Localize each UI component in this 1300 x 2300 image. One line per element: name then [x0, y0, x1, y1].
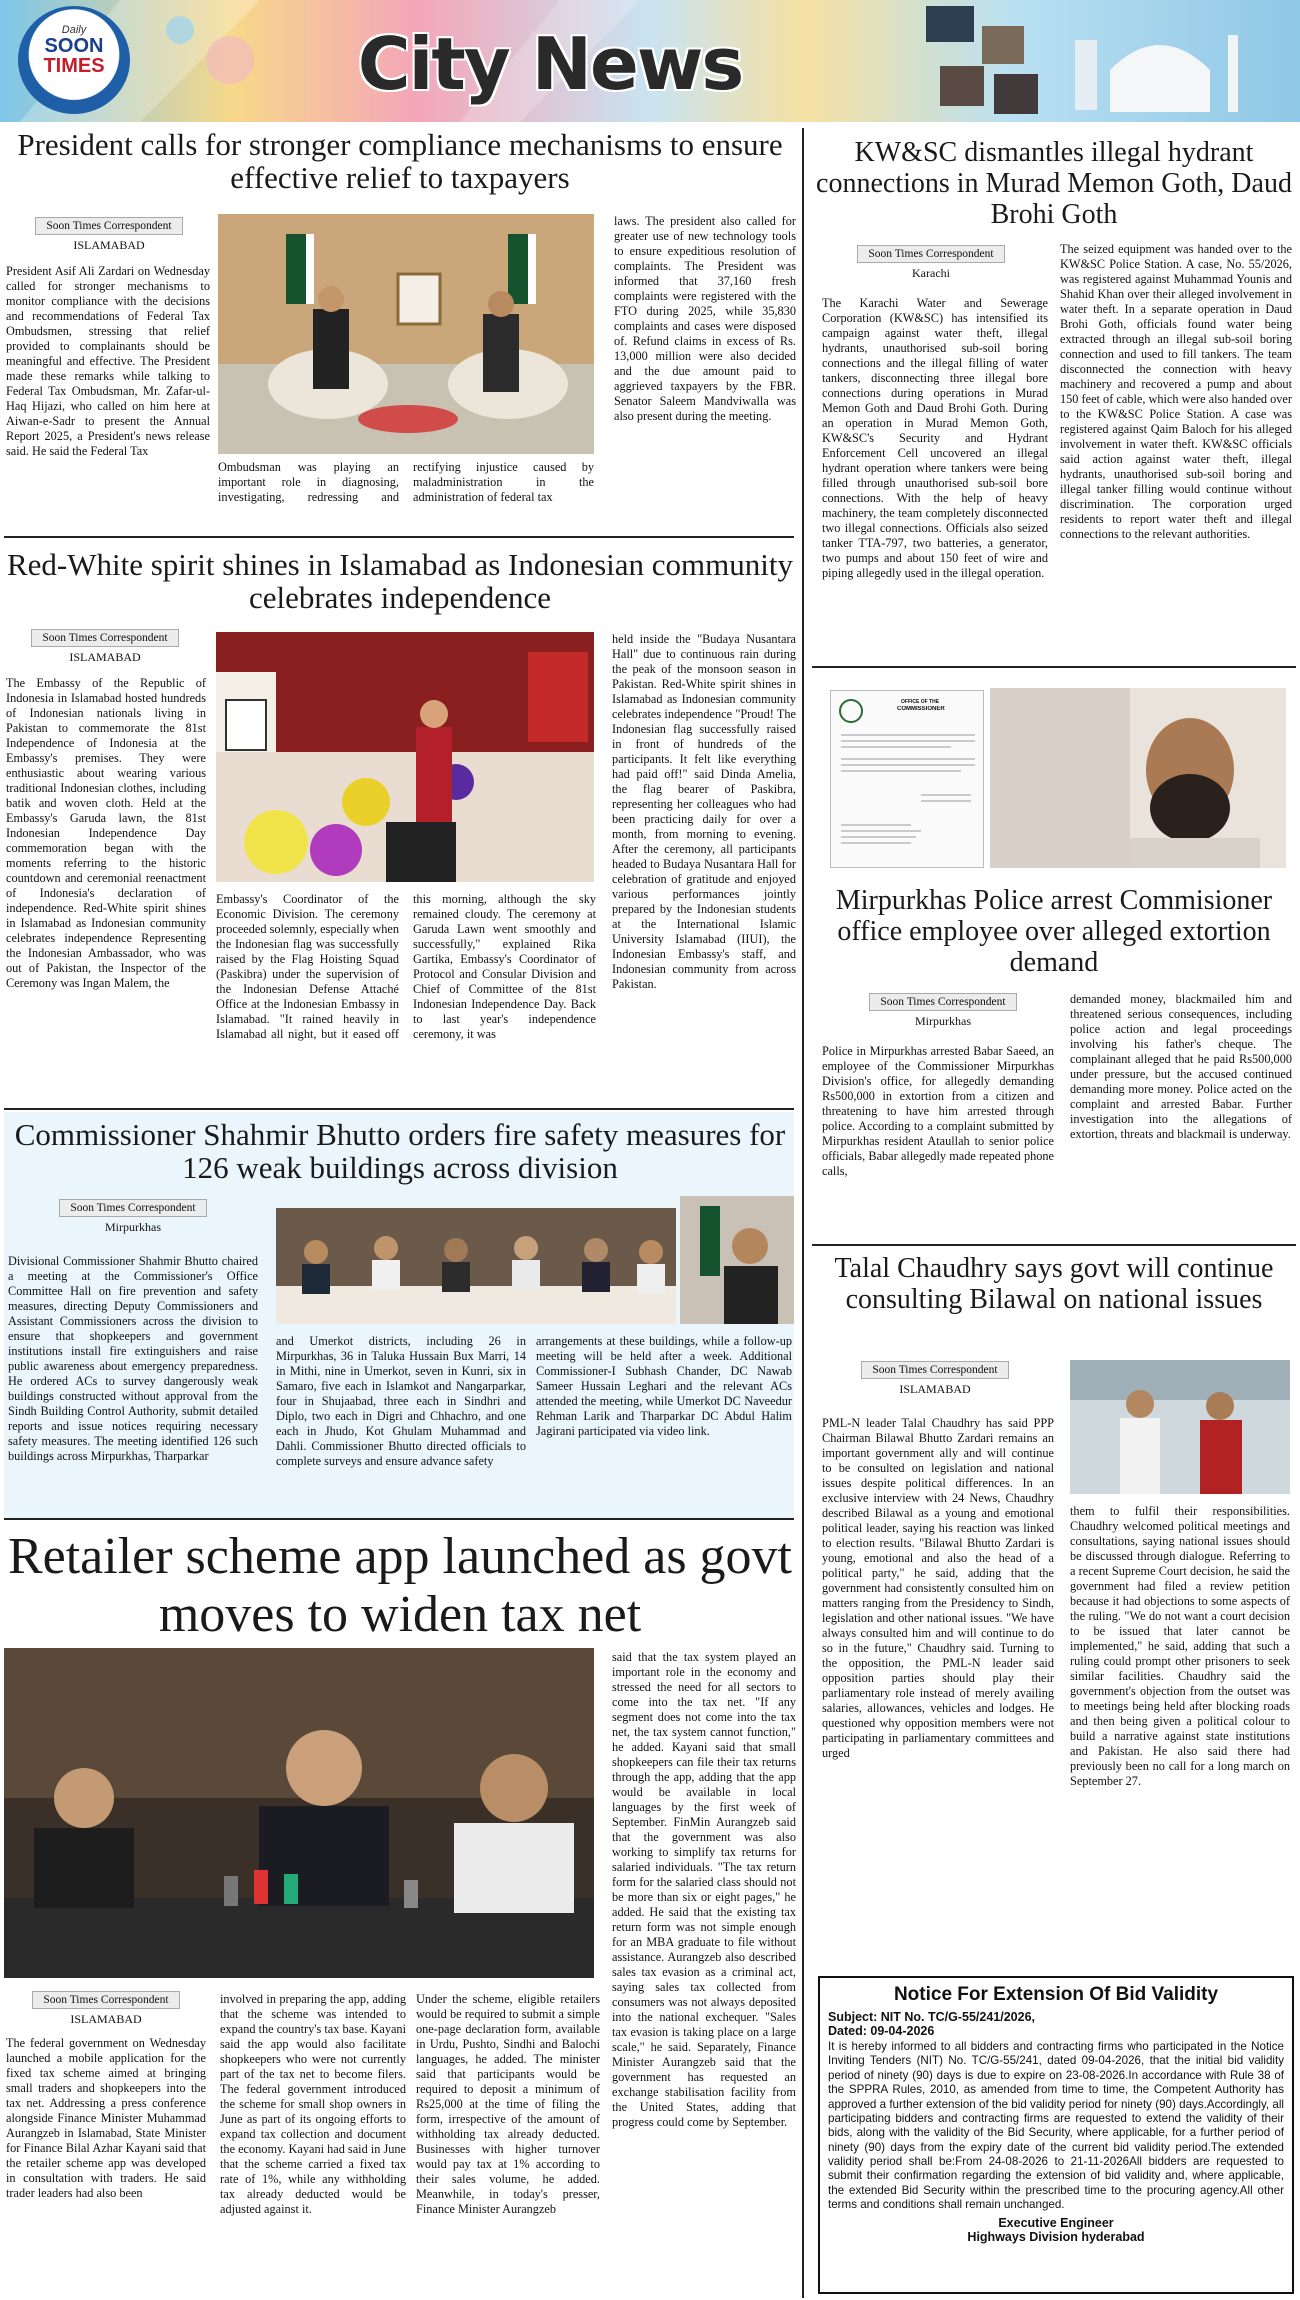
headline-retailer-app: Retailer scheme app launched as govt moves to widen tax net [7, 1528, 793, 1644]
dateline: Mirpurkhas [105, 1220, 161, 1234]
correspondent-label: Soon Times Correspondent [869, 993, 1016, 1011]
divider [812, 666, 1296, 668]
masthead-title: City News [357, 22, 743, 106]
dateline: ISLAMABAD [69, 650, 141, 664]
masthead-banner [0, 0, 1300, 122]
photo-accused-illustration [990, 688, 1286, 868]
logo-times: TIMES [43, 55, 105, 77]
notice-body: It is hereby informed to all bidders and contracting firms who participated in the Notice Inviting Tenders (NIT) No. TC/G-55/241, dated 09-04-2026, that the initial bid validity period of ninety (90) days is due to expire on 23-08-2026.In accordance with Rule 38 of the SPPRA Rules, 2010, as amended from time to time, the Competent Authority has approved a further extension of the bid validity period for ninety (90) days.Accordingly, all participating bidders and contracting firms are requested to extend the validity of their bids, along with the validity of the Bid Security, where applicable, for a further period of ninety (90) days from the expiry date of the current bid validity period.The extended validity period shall be:From 24-08-2026 to 21-11-2026All bidders are requested to submit their confirmation regarding the extension of bid validity and, where applicable, the extended Bid Security within the prescribed time to the procuring agency.All other terms and conditions shall remain unchanged. [828, 2040, 1284, 2212]
correspondent-box [822, 1360, 1048, 1401]
masthead-portraits [920, 4, 1060, 118]
article-body-col3: laws. The president also called for greater use of new technology tools to ensure expeditious resolution of complaints. The President was informed that 37,160 fresh complaints were registered with the FTO during 2025, while 35,830 complaints and cases were disposed of. Refund claims in excess of Rs. 13,000 million were also decided and the due amount paid to aggrieved taxpayers by the FBR. Senator Saleem Mandviwalla was also present during the meeting. [614, 214, 796, 423]
bid-notice [818, 1976, 1294, 2294]
correspondent-label: Soon Times Correspondent [32, 1991, 179, 2009]
dateline: Mirpurkhas [915, 1014, 971, 1028]
photo-accused-portrait [990, 688, 1286, 868]
correspondent-box [6, 628, 204, 669]
article-body-col1: The Karachi Water and Sewerage Corporation (KW&SC) has intensified its campaign against water theft, illegal hydrants, unauthorised sub-soil boring connections and the illegal filling of water tankers, disconnecting three illegal bore connections during operations in Murad Memon Goth and Daud Brohi Goth. During an operation in Murad Memon Goth, KW&SC's Security and Hydrant Enforcement Cell uncovered an illegal hydrant operation where tankers were being filled through unauthorised sub-soil bore connections. With the help of heavy machinery, the team completely disconnected two illegal connections. Officials also seized tanker TTA-797, two batteries, a generator, two pumps and about 150 feet of wire and piping allegedly used in the illegal operation. [822, 296, 1048, 580]
portrait-3 [940, 66, 984, 106]
headline-kwsc: KW&SC dismantles illegal hydrant connections in Murad Memon Goth, Daud Brohi Goth [816, 138, 1292, 230]
article-body-col1: PML-N leader Talal Chaudhry has said PPP Chairman Bilawal Bhutto Zardari remains an important government ally and will continue to be consulted on legislation and national issues despite political differences. In an exclusive interview with 24 News, Chaudhry described Bilawal as a young and emotional political leader, saying his reaction was linked to election results. "Bilawal Bhutto Zardari is young, emotional and also the head of a political party," he said, adding that the government had consistently consulted him on matters ranging from the Presidency to Sindh, legislation and other national issues. "We have always consulted him and will continue to do so in the future," Chaudhry said. Turning to the opposition, the PML-N leader said opposition parties should play their parliamentary role instead of merely availing salaries, allowances, vehicles and lodges. He questioned why opposition members were not participating in parliamentary committees and urged [822, 1416, 1054, 1760]
article-body-col1: The Embassy of the Republic of Indonesia in Islamabad hosted hundreds of Indonesian nationals living in Pakistan to commemorate the 81st Independence of Indonesia at the Embassy's premises. They were enthusiastic about wearing various traditional Indonesian clothes, including batik and woven cloth. Held at the Embassy's Garuda lawn, the 81st Indonesian Independence Day commemoration began with the moments referring to the historic countdown and ceremonial reenactment of Indonesia's declaration of independence. Red-White spirit shines in Islamabad as Indonesian community celebrates independence Representing the Indonesian Ambassador, who was out of Pakistan, the Inspector of the Ceremony was Ingan Malem, the [6, 676, 206, 990]
photo-commissioner-portrait [680, 1196, 794, 1324]
letter-seal [839, 699, 863, 723]
photo-indonesia-illustration [216, 632, 594, 882]
headline-extortion: Mirpurkhas Police arrest Commisioner office employee over alleged extortion demand [835, 886, 1273, 978]
article-body-col3: Under the scheme, eligible retailers would be required to submit a simple one-page declaration form, available in Urdu, Pushto, Sindhi and Balochi languages, he added. The minister said that participants would be required to deposit a minimum of Rs25,000 at the time of filing the form, irrespective of the amount of withholding tax already deducted. Businesses with higher turnover would pay tax at 1% according to their sales volume, he added. Meanwhile, in today's presser, Finance Minister Aurangzeb [416, 1992, 600, 2216]
photo-commissioner-letter [830, 690, 984, 868]
article-body-col3: arrangements at these buildings, while a follow-up meeting will be held after a week. Additional Commissioner-I Subhash Chander, DC Nawab Sameer Hussain Leghari and the relevant ACs attended the meeting, while Umerkot DC Naveedur Rehman Larik and Tharparkar DC Abdul Halim Jagirani participated via video link. [536, 1334, 792, 1438]
notice-signer-title: Executive Engineer [998, 2215, 1114, 2230]
correspondent-box [34, 1198, 232, 1239]
dateline: Karachi [912, 266, 950, 280]
correspondent-label: Soon Times Correspondent [861, 1361, 1008, 1379]
correspondent-box [830, 992, 1056, 1033]
logo-daily: Daily [61, 24, 87, 36]
article-body-col4: said that the tax system played an important role in the economy and stressed the need for all sectors to come into the tax net. "If any segment does not come into the tax net, the tax system cannot function," he added. Kayani said that small shopkeepers can file their tax returns through the app, adding that the app would be available in local languages by the first week of September. FinMin Aurangzeb said that the government was also working to simplify tax returns for salaried individuals. "The tax return form for the salaried class should not be more than six or eight pages," he added. He said that the existing tax return form was not simple enough for an MBA graduate to file without assistance. Aurangzeb also described sales tax evasion as a criminal act, saying sales tax collected from consumers was not always deposited into the national exchequer. "Sales tax evasion is taking place on a large scale," he said. Separately, Finance Minister Aurangzeb said that the government has requested an exchange stabilisation facility from the United States, adding that progress could come by September. [612, 1650, 796, 2129]
photo-talal-chaudhry [1070, 1360, 1290, 1494]
dateline: ISLAMABAD [70, 2012, 142, 2026]
photo-portrait-illustration [680, 1196, 794, 1324]
correspondent-label: Soon Times Correspondent [59, 1199, 206, 1217]
logo [18, 6, 130, 114]
headline-indonesia: Red-White spirit shines in Islamabad as Indonesian community celebrates independence [6, 548, 794, 615]
article-body-under-photo: Ombudsman was playing an important role in diagnosing, investigating, redressing and rectifying injustice caused by maladministration in the administration of federal tax [218, 460, 594, 504]
notice-subject: Subject: NIT No. TC/G-55/241/2026, [828, 2010, 1036, 2024]
letter-office-line2: COMMISSIONER [897, 706, 945, 712]
article-body-col1: The federal government on Wednesday launched a mobile application for the fixed tax scheme aimed at bringing small traders and shopkeepers into the tax net. Addressing a press conference alongside Finance Minister Muhammad Aurangzeb in Islamabad, State Minister for Finance Bilal Azhar Kayani said that the retailer scheme app was developed in consultation with traders. He said trader leaders had also been [6, 2036, 206, 2200]
divider [4, 1108, 794, 1110]
photo-press-illustration [4, 1648, 594, 1978]
letter-text-lines [831, 729, 984, 868]
portrait-1 [926, 6, 974, 42]
article-body-col2: The seized equipment was handed over to the KW&SC Police Station. A case, No. 55/2026, was registered against Muhammad Younis and Shahid Khan over their alleged involvement in water theft. In a separate operation in Daud Brohi Goth, officials found water being extracted through an illegal sub-soil boring connection and used to fill tankers. The team disconnected the connection with heavy machinery and recovered a pump and about 150 feet of cable, which were also handed over to the KW&SC Police Station. A case was registered against Qaim Baloch for his alleged involvement in water theft. KW&SC officials said action against water theft, illegal hydrants, unauthorised sub-soil boring and illegal tanker filling would continue without discrimination. The corporation urged residents to report water theft and illegal connections to the relevant authorities. [1060, 242, 1292, 541]
notice-date: Dated: 09-04-2026 [828, 2024, 935, 2038]
article-body-col1: Police in Mirpurkhas arrested Babar Saeed, an employee of the Commissioner Mirpurkhas Division's office, for allegedly demanding Rs500,000 in extortion from a citizen and threatening to have him arrested through police. According to a complaint submitted by Mirpurkhas resident Ataullah to senior police officials, Babar allegedly made repeated phone calls, [822, 1044, 1054, 1178]
correspondent-box [818, 244, 1044, 285]
correspondent-label: Soon Times Correspondent [35, 217, 182, 235]
article-body-col2: involved in preparing the app, adding that the scheme was intended to expand the country's tax base. Kayani said the app would also facilitate shopkeepers who were not currently part of the tax net to become filers. The federal government introduced the scheme for small shop owners in June as part of its ongoing efforts to expand tax collection and document the economy. Kayani had said in June that the scheme carried a fixed tax rate of 1%, while any withholding tax already deducted would be adjusted against it. [220, 1992, 406, 2216]
correspondent-box [6, 1990, 206, 2031]
headline-fire-safety: Commissioner Shahmir Bhutto orders fire safety measures for 126 weak buildings across division [14, 1118, 786, 1185]
correspondent-label: Soon Times Correspondent [31, 629, 178, 647]
article-body-col3: held inside the "Budaya Nusantara Hall" due to continuous rain during the peak of the monsoon season in Pakistan. Red-White spirit shines in Islamabad as Indonesian community celebrates independence "Proud! The Indonesian flag successfully raised in front of hundreds of the participants. It felt like everything had paid off!" said Dinda Amelia, the flag bearer of Paskibra, representing her colleagues who had been practicing daily for over a month, from morning to evening. After the ceremony, all participants headed to Budaya Nusantara Hall for celebration of gratitude and enjoyed various performances jointly prepared by the Indonesian students at the International Islamic University Islamabad (IIUI), the Indonesian Embassy's staff, and Indonesian community from across Pakistan. [612, 632, 796, 991]
column-divider [802, 128, 804, 2298]
photo-president-meeting [218, 214, 594, 454]
letter-office-line1: OFFICE OF THE [901, 699, 940, 705]
correspondent-box [10, 216, 208, 257]
article-body-col2: and Umerkot districts, including 26 in Mirpurkhas, 36 in Taluka Hussain Bux Marri, 14 in Mithi, nine in Umerkot, seven in Kunri, six in Samaro, five each in Islamkot and Nangarparkar, four in Shujaabad, three each in Sindhri and Diplo, two each in Digri and Chhachro, and one each in Jhudo, Kot Ghulam Muhammad and Dahli. Commissioner Bhutto directed officials to complete surveys and ensure advance safety [276, 1334, 526, 1468]
article-body-col2: them to fulfil their responsibilities. Chaudhry welcomed political meetings and consultations, saying national issues should be discussed through dialogue. Referring to a recent Supreme Court decision, he said the government had filed a review petition because it had objections to some aspects of the ruling. "We do not want a court decision to be issued that later cannot be implemented," he said, adding that such a ruling could prompt other prisoners to seek similar facilities. Chaudhry said the government's objection from the outset was to meetings being held after blocking roads and then being given a political colour to build a narrative against state institutions and Pakistan. He also said there had previously been no call for a long march on September 27. [1070, 1504, 1290, 1788]
photo-president-illustration [218, 214, 594, 454]
article-body-under-photo: Embassy's Coordinator of the Economic Division. The ceremony proceeded solemnly, especially when the Indonesian flag was successfully raised by the Flag Hoisting Squad (Paskibra) under the supervision of the Indonesian Defense Attaché Office at the Indonesian Embassy in Islamabad. "It rained heavily in Islamabad all night, but it eased off this morning, although the sky remained cloudy. The ceremony at Garuda Lawn went smoothly and successfully," explained Rika Gartika, Embassy's Coordinator of Protocol and Consular Division and Chief of Committee of the 81st Indonesian Independence Day. Back to last year's independence ceremony, it was [216, 892, 596, 1041]
photo-meeting-illustration [276, 1208, 676, 1324]
logo-soon: SOON [44, 35, 104, 57]
headline-president-compliance: President calls for stronger compliance mechanisms to ensure effective relief to taxpayers [17, 128, 783, 195]
headline-talal-chaudhry: Talal Chaudhry says govt will continue consulting Bilawal on national issues [834, 1254, 1274, 1315]
divider [4, 1518, 794, 1520]
divider [4, 536, 794, 538]
notice-signer-office: Highways Division hyderabad [967, 2229, 1145, 2244]
article-body-col1: Divisional Commissioner Shahmir Bhutto chaired a meeting at the Commissioner's Office Committee Hall on fire prevention and safety measures, directing Deputy Commissioners and Assistant Commissioners across the division to ensure that shopkeepers and government institutions install fire extinguishers and raise public awareness about emergency preparedness. He ordered ACs to survey dangerously weak buildings constructed without approval from the Sindh Building Control Authority, submit detailed reports and issue notices requiring necessary safety measures. The meeting identified 126 such buildings across Mirpurkhas, Tharparkar [8, 1254, 258, 1463]
article-body-col1: President Asif Ali Zardari on Wednesday called for stronger mechanisms to monitor compliance with the decisions and recommendations of Federal Tax Ombudsmen, stressing that relief provided to complainants should be meaningful and effective. The President made these remarks while talking to Federal Tax Ombudsman, Mr. Zafar-ul-Haq Hijazi, who called on him here at Aiwan-e-Sadr to present the Annual Report 2025, a President's news release said. He said the Federal Tax [6, 264, 210, 458]
photo-indonesian-ceremony [216, 632, 594, 882]
dateline: ISLAMABAD [899, 1382, 971, 1396]
photo-press-conference [4, 1648, 594, 1978]
divider [812, 1244, 1296, 1246]
notice-title: Notice For Extension Of Bid Validity [893, 1984, 1219, 2005]
photo-talal-illustration [1070, 1360, 1290, 1494]
dateline: ISLAMABAD [73, 238, 145, 252]
photo-commissioner-meeting [276, 1208, 676, 1324]
portrait-4 [994, 74, 1038, 114]
correspondent-label: Soon Times Correspondent [857, 245, 1004, 263]
portrait-2 [982, 26, 1024, 64]
article-body-col2: demanded money, blackmailed him and threatened serious consequences, including police action and legal proceedings involving his father's cheque. The complainant alleged that he paid Rs500,000 under pressure, but the accused continued demanding more money. Police acted on the complaint and arrested Babar. Further investigation into the allegations of extortion, threats and blackmail is underway. [1070, 992, 1292, 1141]
